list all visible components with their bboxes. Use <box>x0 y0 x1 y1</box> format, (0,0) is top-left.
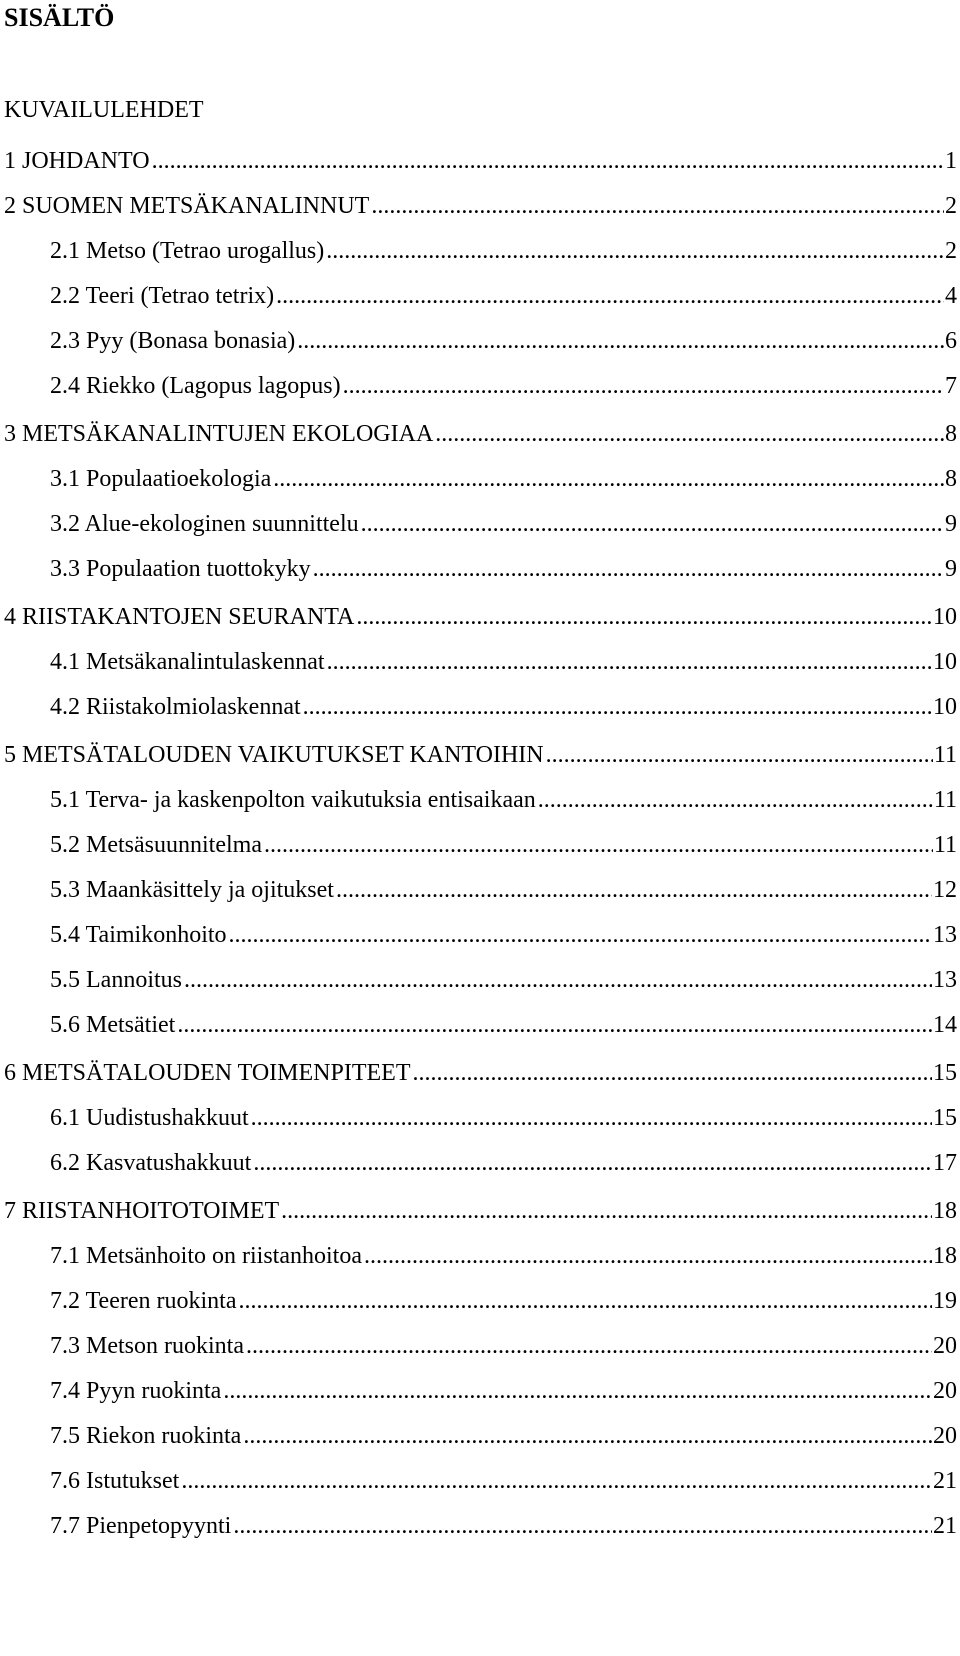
toc-entry-label: 7.2 Teeren ruokinta <box>50 1288 237 1314</box>
dot-leader <box>435 418 944 450</box>
toc-entry-page-number: 15 <box>933 1060 957 1086</box>
toc-entry-label: 7.7 Pienpetopyynti <box>50 1513 232 1539</box>
dot-leader <box>253 1147 932 1179</box>
toc-entry[interactable] <box>50 553 957 585</box>
toc-entry[interactable] <box>50 691 957 723</box>
toc-entry-page-number: 2 <box>945 193 957 219</box>
dot-leader <box>297 325 944 357</box>
toc-entry-label: 5.5 Lannoitus <box>50 967 182 993</box>
dot-leader <box>181 1465 932 1497</box>
toc-entry[interactable] <box>50 1285 957 1317</box>
toc-entry-page-number: 18 <box>933 1198 957 1224</box>
toc-entry[interactable] <box>4 1057 957 1089</box>
dot-leader <box>327 646 932 678</box>
toc-entry[interactable] <box>50 874 957 906</box>
toc-entry[interactable] <box>50 508 957 540</box>
toc-entry-label: 2.1 Metso (Tetrao urogallus) <box>50 238 325 264</box>
toc-entry[interactable] <box>50 280 957 312</box>
toc-entry-label: 5.6 Metsätiet <box>50 1012 176 1038</box>
toc-entry-page-number: 20 <box>933 1333 957 1359</box>
toc-entry[interactable] <box>50 1420 957 1452</box>
section-heading-kuvailulehdet: KUVAILULEHDET <box>4 97 204 123</box>
toc-entry[interactable] <box>50 1240 957 1272</box>
toc-entry[interactable] <box>50 1102 957 1134</box>
toc-entry-page-number: 10 <box>933 694 957 720</box>
dot-leader <box>356 601 932 633</box>
toc-entry-label: 6.1 Uudistushakkuut <box>50 1105 249 1131</box>
toc-entry-page-number: 10 <box>933 649 957 675</box>
toc-entry-page-number: 2 <box>945 238 957 264</box>
toc-entry-label: 5 METSÄTALOUDEN VAIKUTUKSET KANTOIHIN <box>4 742 544 768</box>
toc-entry-label: 5.3 Maankäsittely ja ojitukset <box>50 877 334 903</box>
toc-entry[interactable] <box>50 1465 957 1497</box>
toc-entry[interactable] <box>50 1510 957 1542</box>
dot-leader <box>184 964 932 996</box>
toc-entry-page-number: 9 <box>945 556 957 582</box>
toc-entry-label: 7.1 Metsänhoito on riistanhoitoa <box>50 1243 362 1269</box>
toc-entry-label: 6.2 Kasvatushakkuut <box>50 1150 252 1176</box>
toc-entry-page-number: 11 <box>933 832 957 858</box>
toc-entry-label: 5.4 Taimikonhoito <box>50 922 227 948</box>
dot-leader <box>243 1420 932 1452</box>
toc-entry-label: 6 METSÄTALOUDEN TOIMENPITEET <box>4 1060 411 1086</box>
dot-leader <box>364 1240 932 1272</box>
toc-entry[interactable] <box>50 325 957 357</box>
toc-entry-label: 2.4 Riekko (Lagopus lagopus) <box>50 373 341 399</box>
toc-entry-page-number: 19 <box>933 1288 957 1314</box>
dot-leader <box>177 1009 932 1041</box>
dot-leader <box>273 463 944 495</box>
toc-entry[interactable] <box>50 919 957 951</box>
toc-entry[interactable] <box>4 145 957 177</box>
toc-entry-label: 2 SUOMEN METSÄKANALINNUT <box>4 193 370 219</box>
dot-leader <box>538 784 933 816</box>
toc-entry-label: 3.3 Populaation tuottokyky <box>50 556 311 582</box>
dot-leader <box>238 1285 932 1317</box>
dot-leader <box>229 919 932 951</box>
toc-entry-label: 4.1 Metsäkanalintulaskennat <box>50 649 325 675</box>
dot-leader <box>264 829 933 861</box>
dot-leader <box>343 370 944 402</box>
toc-entry-page-number: 9 <box>945 511 957 537</box>
toc-entry-label: 4 RIISTAKANTOJEN SEURANTA <box>4 604 355 630</box>
toc-entry-label: 3.1 Populaatioekologia <box>50 466 272 492</box>
toc-entry[interactable] <box>4 739 957 771</box>
dot-leader <box>413 1057 933 1089</box>
toc-entry-page-number: 20 <box>933 1378 957 1404</box>
dot-leader <box>313 553 944 585</box>
toc-entry-label: 2.2 Teeri (Tetrao tetrix) <box>50 283 275 309</box>
toc-entry[interactable] <box>50 829 957 861</box>
toc-entry-label: 7 RIISTANHOITOTOIMET <box>4 1198 280 1224</box>
toc-entry[interactable] <box>50 1330 957 1362</box>
dot-leader <box>303 691 932 723</box>
dot-leader <box>326 235 944 267</box>
toc-entry-page-number: 11 <box>933 742 957 768</box>
dot-leader <box>336 874 932 906</box>
toc-entry[interactable] <box>50 235 957 267</box>
dot-leader <box>546 739 933 771</box>
dot-leader <box>371 190 944 222</box>
toc-entry[interactable] <box>50 646 957 678</box>
toc-entry-page-number: 6 <box>945 328 957 354</box>
dot-leader <box>233 1510 932 1542</box>
dot-leader <box>152 145 944 177</box>
dot-leader <box>361 508 944 540</box>
toc-entry-label: 2.3 Pyy (Bonasa bonasia) <box>50 328 296 354</box>
toc-entry-page-number: 15 <box>933 1105 957 1131</box>
dot-leader <box>246 1330 932 1362</box>
toc-entry[interactable] <box>50 784 957 816</box>
toc-entry-label: 7.6 Istutukset <box>50 1468 180 1494</box>
toc-entry-label: 7.5 Riekon ruokinta <box>50 1423 242 1449</box>
toc-entry-page-number: 13 <box>933 967 957 993</box>
toc-entry-page-number: 17 <box>933 1150 957 1176</box>
toc-entry[interactable] <box>50 1375 957 1407</box>
toc-entry-page-number: 21 <box>933 1468 957 1494</box>
toc-entry-page-number: 12 <box>933 877 957 903</box>
toc-entry-page-number: 14 <box>933 1012 957 1038</box>
toc-entry-label: 5.1 Terva- ja kaskenpolton vaikutuksia entisaikaan <box>50 787 536 813</box>
toc-entry-label: 4.2 Riistakolmiolaskennat <box>50 694 301 720</box>
toc-entry[interactable] <box>4 601 957 633</box>
toc-entry-page-number: 20 <box>933 1423 957 1449</box>
toc-entry-label: 3.2 Alue-ekologinen suunnittelu <box>50 511 359 537</box>
toc-entry-label: 7.3 Metson ruokinta <box>50 1333 244 1359</box>
toc-entry-page-number: 7 <box>945 373 957 399</box>
toc-entry-page-number: 8 <box>945 421 957 447</box>
dot-leader <box>251 1102 932 1134</box>
toc-entry-label: 1 JOHDANTO <box>4 148 150 174</box>
toc-entry-page-number: 4 <box>945 283 957 309</box>
toc-entry-page-number: 8 <box>945 466 957 492</box>
dot-leader <box>223 1375 932 1407</box>
toc-entry-page-number: 10 <box>933 604 957 630</box>
toc-entry-page-number: 13 <box>933 922 957 948</box>
toc-entry[interactable] <box>50 964 957 996</box>
toc-entry[interactable] <box>4 1195 957 1227</box>
toc-entry-label: 3 METSÄKANALINTUJEN EKOLOGIAA <box>4 421 434 447</box>
toc-entry[interactable] <box>4 190 957 222</box>
toc-entry[interactable] <box>4 418 957 450</box>
toc-entry[interactable] <box>50 463 957 495</box>
toc-entry-page-number: 18 <box>933 1243 957 1269</box>
toc-entry[interactable] <box>50 1147 957 1179</box>
toc-entry-page-number: 1 <box>945 148 957 174</box>
toc-entry-page-number: 21 <box>933 1513 957 1539</box>
toc-entry-label: 5.2 Metsäsuunnitelma <box>50 832 262 858</box>
page-title: SISÄLTÖ <box>4 3 115 32</box>
toc-entry-label: 7.4 Pyyn ruokinta <box>50 1378 222 1404</box>
toc-entry[interactable] <box>50 370 957 402</box>
toc-entry[interactable] <box>50 1009 957 1041</box>
dot-leader <box>281 1195 932 1227</box>
toc-entry-page-number: 11 <box>933 787 957 813</box>
dot-leader <box>276 280 944 312</box>
